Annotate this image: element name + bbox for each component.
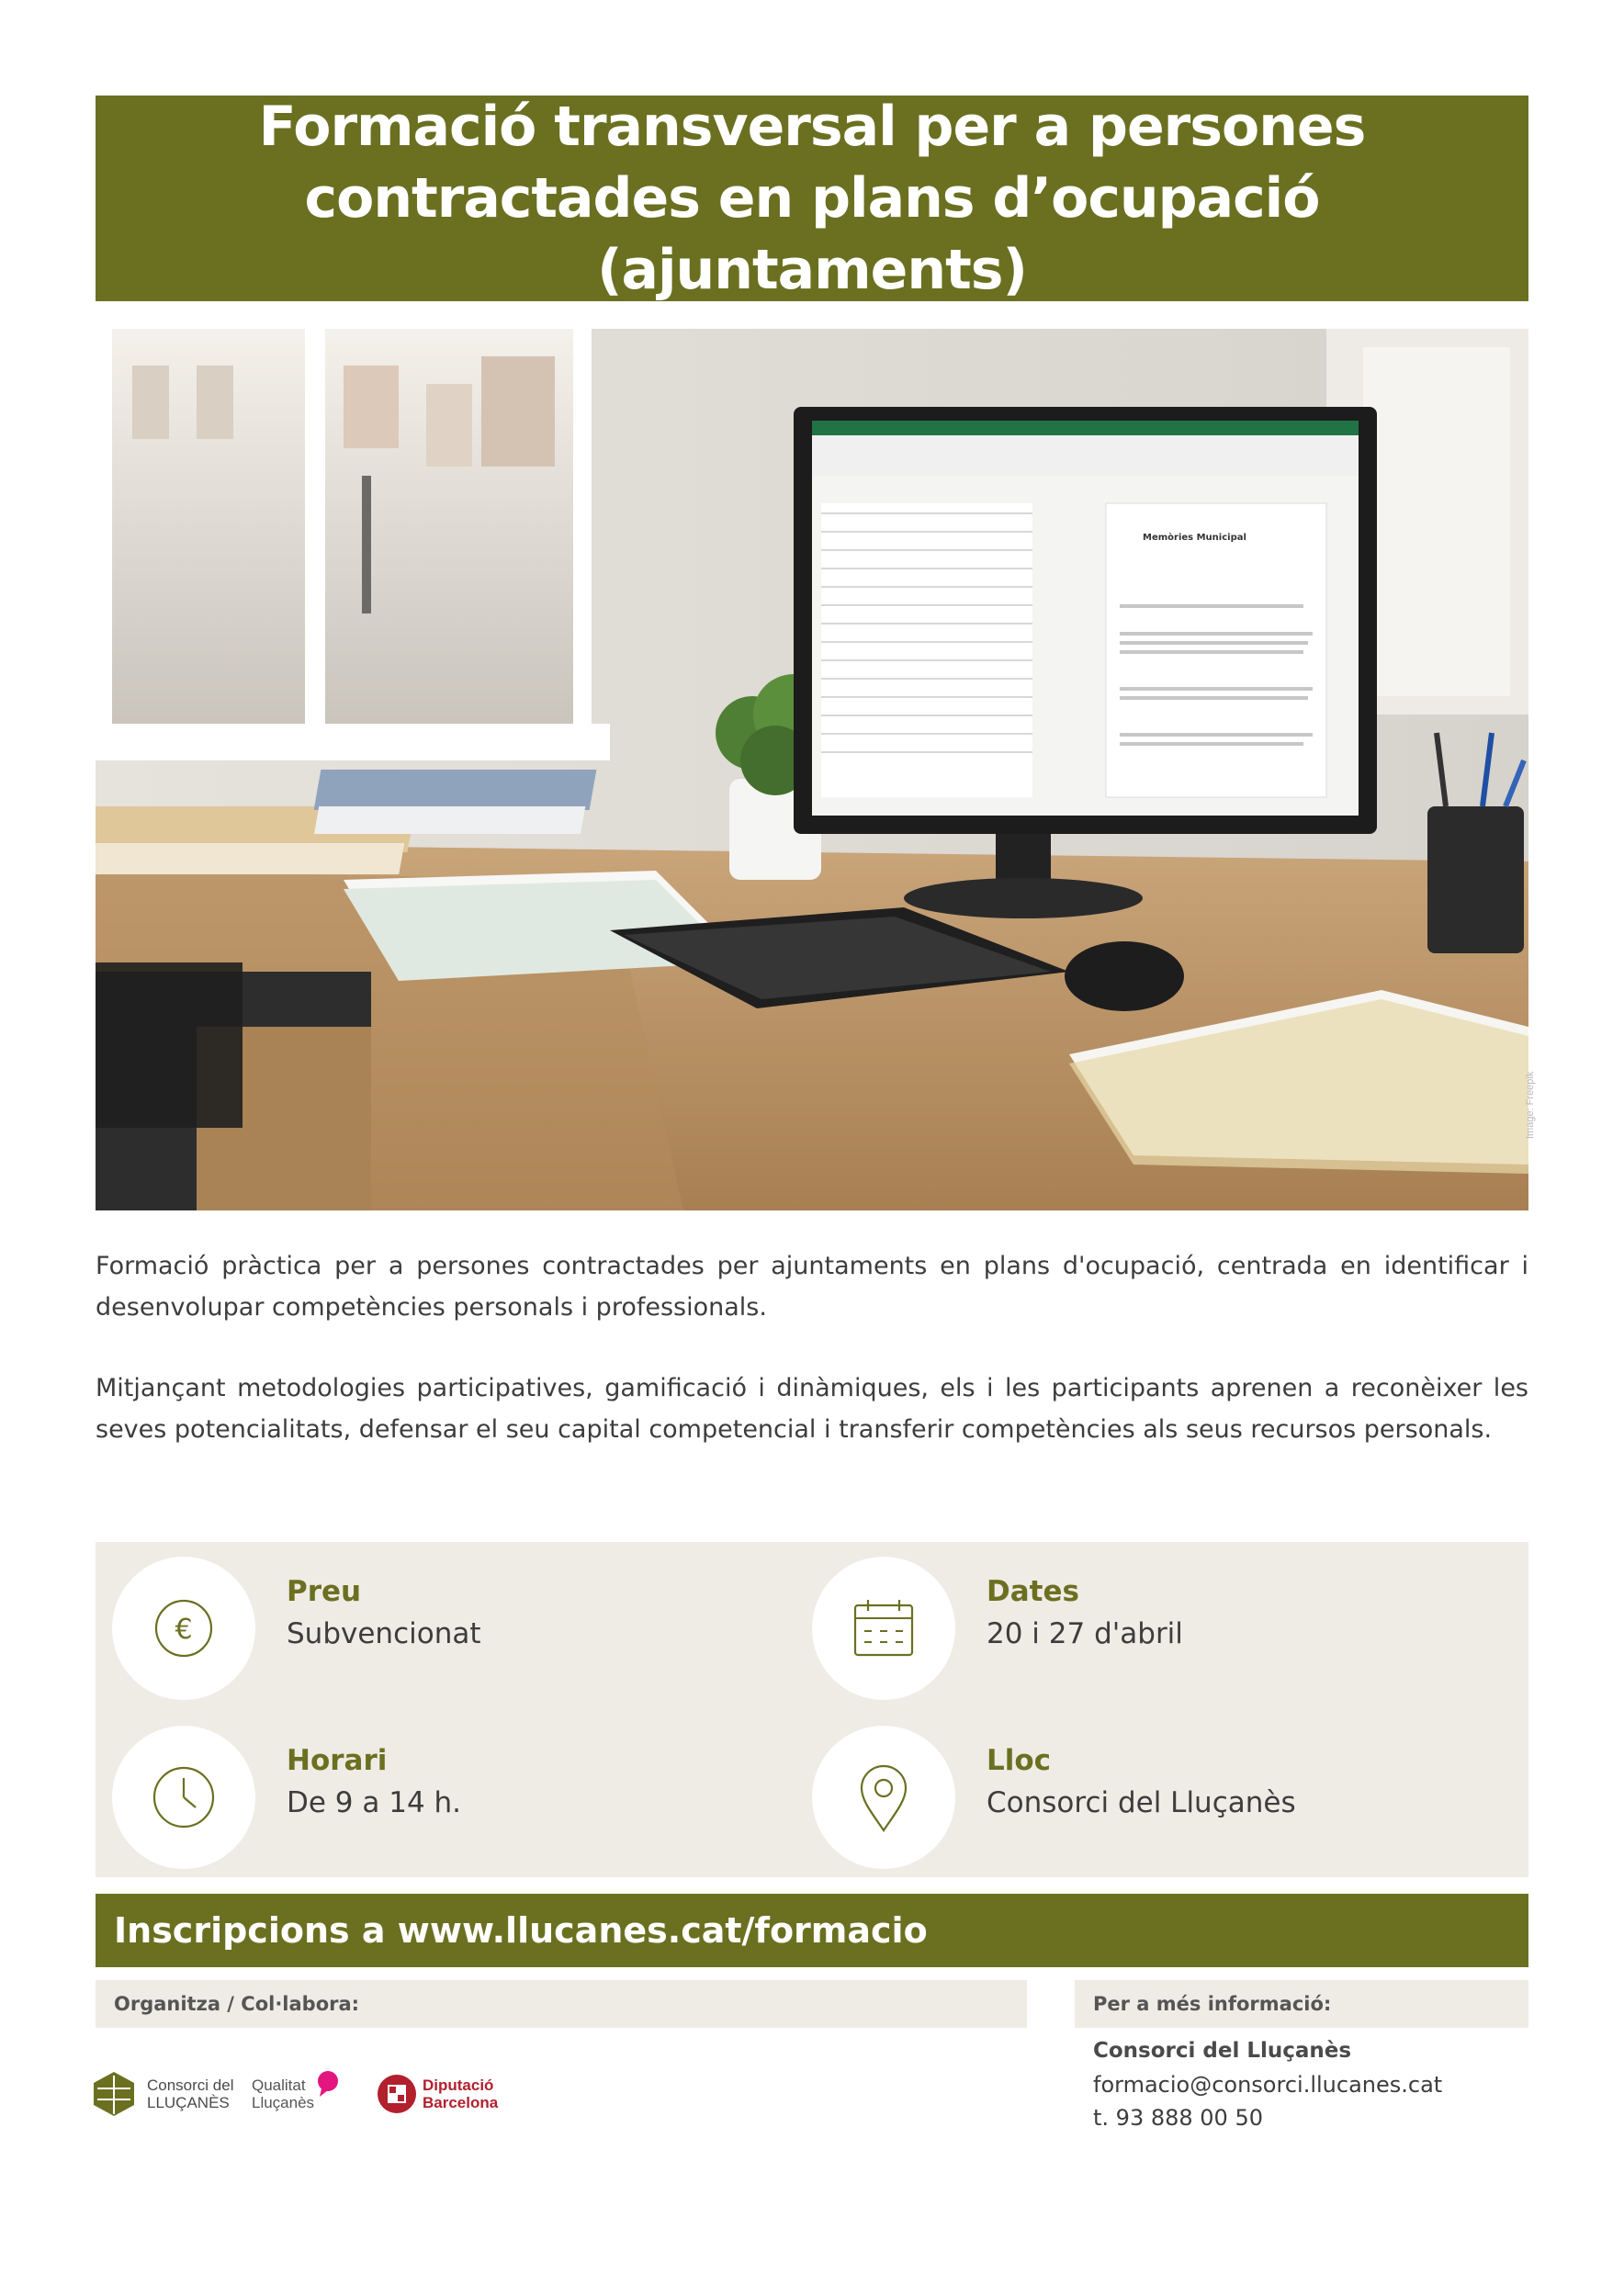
schedule-label: Horari (287, 1744, 388, 1777)
info-panel (96, 1542, 1528, 1877)
contact-name: Consorci del Lluçanès (1093, 2039, 1352, 2063)
organizers-heading: Organitza / Col·labora: (96, 1980, 1027, 2028)
logo2-line2: Lluçanès (252, 2094, 315, 2111)
photo-credit: Image: Freepik (1525, 1071, 1536, 1139)
place-info (795, 1722, 1438, 1860)
contact-email[interactable]: formacio@consorci.llucanes.cat (1093, 2072, 1443, 2098)
price-value: Subvencionat (287, 1617, 481, 1650)
price-info (96, 1553, 739, 1691)
description-paragraph-2: Mitjançant metodologies participatives, gamificació i dinàmiques, els i les participants aprenen a reconèixer les seves potencialitats, defensar el seu capital competencial i transferir competències als seus recursos personals. (96, 1374, 1528, 1444)
contact-phone[interactable]: t. 93 888 00 50 (1093, 2105, 1263, 2131)
title-banner (96, 96, 1528, 301)
logo1-line1: Consorci del (147, 2077, 234, 2094)
page-title: Formació transversal per a persones contractades en plans d’ocupació (ajuntaments) (258, 95, 1366, 302)
schedule-value: De 9 a 14 h. (287, 1786, 462, 1819)
speech-bubble-icon (316, 2070, 340, 2098)
dates-label: Dates (987, 1575, 1079, 1608)
leaf-emblem-icon (88, 2068, 140, 2120)
office-desk-photo (96, 329, 1528, 1210)
calendar-icon (812, 1557, 955, 1700)
logo3-line1: Diputació (423, 2077, 494, 2094)
screen-doc-heading: Memòries Municipal (1143, 533, 1246, 543)
description-paragraph-1: Formació pràctica per a persones contractades per ajuntaments en plans d'ocupació, centrada en identificar i desenvolupar competències personals i professionals. (96, 1252, 1528, 1322)
contact-heading: Per a més informació: (1075, 1980, 1528, 2028)
location-pin-icon (812, 1726, 955, 1869)
qualitat-llucanes-logo (252, 2066, 340, 2122)
euro-icon (112, 1557, 255, 1700)
dates-value: 20 i 27 d'abril (987, 1617, 1183, 1650)
place-label: Lloc (987, 1744, 1052, 1777)
signup-link[interactable]: Inscripcions a www.llucanes.cat/formacio (114, 1910, 928, 1951)
schedule-info (96, 1722, 739, 1860)
logo3-line2: Barcelona (423, 2094, 499, 2111)
diputacio-seal-icon (377, 2074, 417, 2114)
price-label: Preu (287, 1575, 362, 1608)
logo1-line2: LLUÇANÈS (147, 2094, 230, 2111)
clock-icon (112, 1726, 255, 1869)
svg-text:€: € (175, 1614, 193, 1646)
partner-logos (88, 2066, 566, 2122)
logo2-line1: Qualitat (252, 2077, 306, 2094)
diputacio-barcelona-logo (377, 2066, 498, 2122)
signup-banner (96, 1894, 1528, 1967)
dates-info (795, 1553, 1438, 1691)
consorci-llucanes-logo (88, 2066, 234, 2122)
place-value: Consorci del Lluçanès (987, 1786, 1296, 1819)
office-illustration (96, 329, 1528, 1210)
